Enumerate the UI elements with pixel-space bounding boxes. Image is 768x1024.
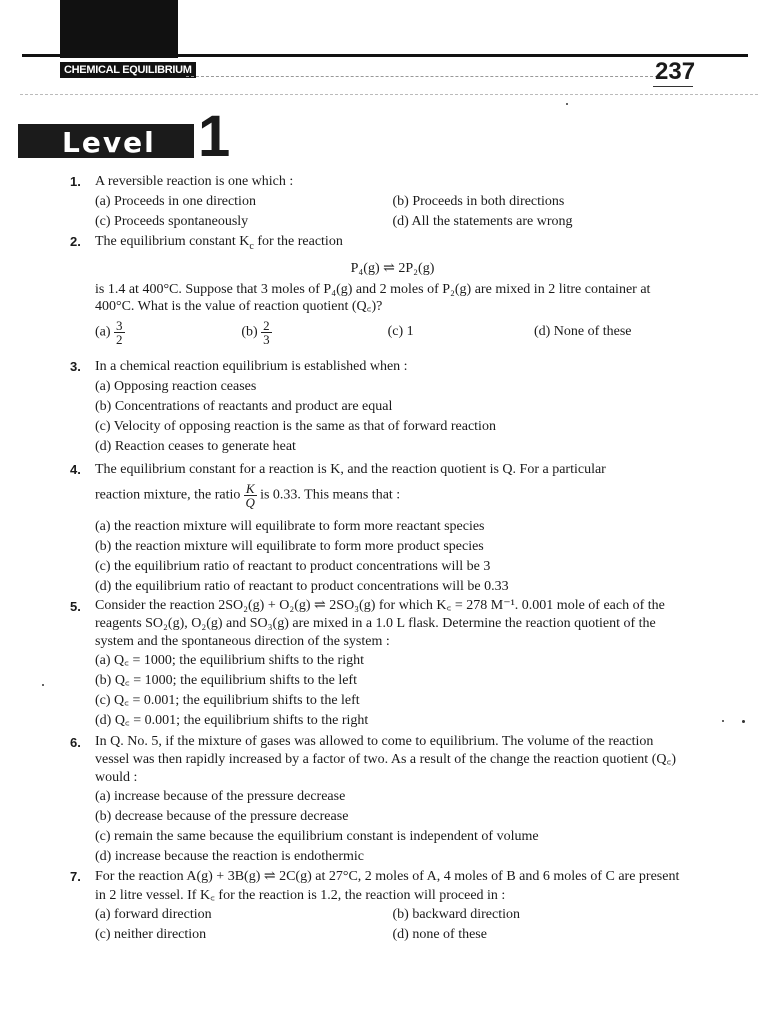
option-b: (b) Proceeds in both directions xyxy=(392,194,565,209)
option-a: (a) forward direction xyxy=(95,907,212,922)
question-5 xyxy=(70,597,690,731)
scan-speck xyxy=(722,720,724,722)
question-4 xyxy=(70,460,690,597)
option-d: (d) the equilibrium ratio of reactant to product concentrations will be 0.33 xyxy=(95,579,509,594)
option-a: (a) Opposing reaction ceases xyxy=(95,379,257,394)
options-row xyxy=(95,212,690,232)
question-text: In Q. No. 5, if the mixture of gases was allowed to come to equilibrium. The volume of the reaction vessel was then rapidly increased by a factor of two. As a result of the change the reaction quotient (Q꜀) would : xyxy=(95,734,676,785)
scan-speck xyxy=(42,684,44,686)
question-6 xyxy=(70,733,690,867)
question-number: 2. xyxy=(70,234,81,249)
option-b: (b) Q꜀ = 1000; the equilibrium shifts to the left xyxy=(95,673,357,688)
option-c: (c) Q꜀ = 0.001; the equilibrium shifts to the left xyxy=(95,693,360,708)
option-b: (b) $\frac{2}{3}$ xyxy=(241,317,270,347)
header-dashed-divider xyxy=(186,76,658,77)
option-b: (b) Concentrations of reactants and product are equal xyxy=(95,399,393,414)
header-dashed-divider-lower xyxy=(20,94,758,95)
option-a: (a) Q꜀ = 1000; the equilibrium shifts to the right xyxy=(95,653,364,668)
chapter-title: CHEMICAL EQUILIBRIUM xyxy=(60,62,196,78)
option-c: (c) the equilibrium ratio of reactant to product concentrations will be 3 xyxy=(95,559,491,574)
reaction-equation: P₄(g) ⇌ 2P₂(g) xyxy=(350,260,435,276)
question-number: 4. xyxy=(70,462,81,477)
question-text: In a chemical reaction equilibrium is established when : xyxy=(95,359,408,374)
question-text-continued: reaction mixture, the ratio $\frac{K}{Q}$ is 0.33. This means that : xyxy=(95,481,401,510)
option-a: (a) Proceeds in one direction xyxy=(95,194,256,209)
option-d: (d) Reaction ceases to generate heat xyxy=(95,439,296,454)
options-row xyxy=(95,192,690,212)
option-a: (a) the reaction mixture will equilibrate to form more reactant species xyxy=(95,519,485,534)
question-number: 5. xyxy=(70,599,81,614)
option-c: (c) remain the same because the equilibrium constant is independent of volume xyxy=(95,829,539,844)
question-number: 6. xyxy=(70,735,81,750)
question-body: is 1.4 at 400°C. Suppose that 3 moles of P₄(g) and 2 moles of P₂(g) are mixed in 2 litre container at 400°C. What is the value of reaction quotient (Q꜀)? xyxy=(95,281,651,314)
option-c: (c) Proceeds spontaneously xyxy=(95,214,249,229)
level-label: Level xyxy=(62,126,156,159)
level-number: 1 xyxy=(198,104,231,169)
option-d: (d) None of these xyxy=(533,324,632,340)
option-d: (d) All the statements are wrong xyxy=(392,214,573,229)
option-b: (b) backward direction xyxy=(392,907,520,922)
question-3 xyxy=(70,357,690,457)
question-number: 7. xyxy=(70,869,81,884)
options-row xyxy=(95,925,690,945)
option-c: (c) 1 xyxy=(387,324,414,340)
option-a: (a) increase because of the pressure decrease xyxy=(95,789,346,804)
options-row xyxy=(95,905,690,925)
page-number-underline xyxy=(653,86,693,87)
option-d: (d) Q꜀ = 0.001; the equilibrium shifts to the right xyxy=(95,713,369,728)
header-dark-block xyxy=(60,0,178,58)
question-text: The equilibrium constant $K_c$ for the reaction xyxy=(95,234,343,252)
scan-speck xyxy=(566,103,568,105)
option-c: (c) Velocity of opposing reaction is the same as that of forward reaction xyxy=(95,419,496,434)
option-c: (c) neither direction xyxy=(95,927,207,942)
option-b: (b) the reaction mixture will equilibrate to form more product species xyxy=(95,539,484,554)
option-b: (b) decrease because of the pressure decrease xyxy=(95,809,349,824)
question-number: 3. xyxy=(70,359,81,374)
option-a: (a) $\frac{3}{2}$ xyxy=(95,317,123,347)
option-d: (d) none of these xyxy=(392,927,487,942)
question-text: Consider the reaction 2SO₂(g) + O₂(g) ⇌ 2SO₃(g) for which K꜀ = 278 M⁻¹. 0.001 mole of each of the reagents SO₂(g), O₂(g) and SO₃(g) are mixed in a 1.0 L flask. Determine the reaction quotient of the system and the spontaneous direction of the system : xyxy=(95,598,665,649)
question-7 xyxy=(70,867,690,945)
question-text: The equilibrium constant for a reaction is K, and the reaction quotient is Q. For a particular xyxy=(95,462,606,477)
question-number: 1. xyxy=(70,174,81,189)
question-1 xyxy=(70,172,690,232)
header-rule xyxy=(22,54,748,57)
question-2 xyxy=(70,232,690,346)
page-number: 237 xyxy=(655,58,696,85)
options-row xyxy=(95,319,690,346)
option-d: (d) increase because the reaction is endothermic xyxy=(95,849,364,864)
question-text: A reversible reaction is one which : xyxy=(95,174,294,189)
question-text: For the reaction A(g) + 3B(g) ⇌ 2C(g) at 27°C, 2 moles of A, 4 moles of B and 6 moles of C are present in 2 litre vessel. If K꜀ for the reaction is 1.2, the reaction will proceed in : xyxy=(95,869,680,903)
scan-speck xyxy=(742,720,745,723)
